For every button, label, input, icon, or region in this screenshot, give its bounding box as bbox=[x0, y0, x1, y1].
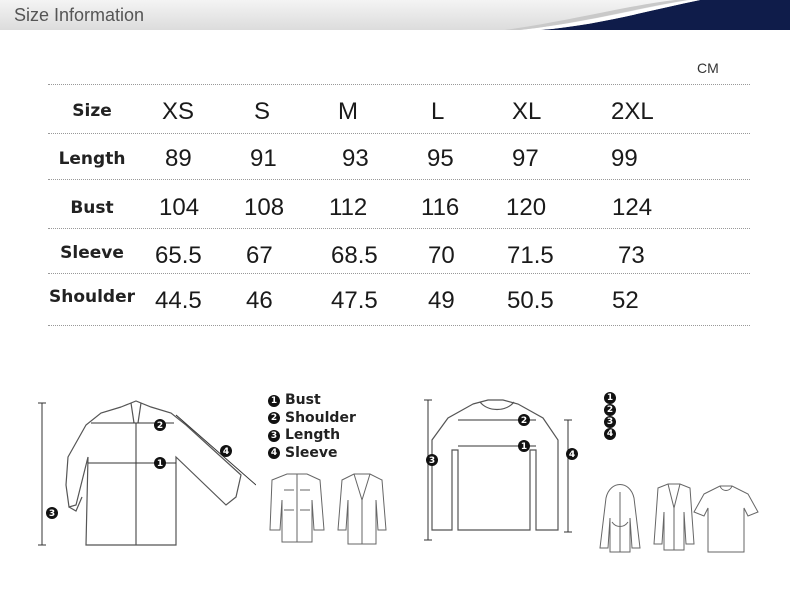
table-rule bbox=[48, 179, 750, 180]
table-cell: 73 bbox=[618, 242, 645, 269]
table-cell: 97 bbox=[512, 145, 539, 172]
legend-label: Sleeve bbox=[285, 444, 338, 461]
marker-number: 1 bbox=[156, 459, 164, 469]
legend-number: 4 bbox=[604, 428, 616, 440]
legend-item bbox=[268, 392, 356, 410]
table-cell: 50.5 bbox=[507, 287, 554, 314]
marker-number: 1 bbox=[520, 442, 528, 452]
page-header bbox=[0, 0, 790, 30]
table-cell: 116 bbox=[421, 194, 460, 221]
table-cell: 112 bbox=[329, 194, 368, 221]
row-label-length: Length bbox=[58, 149, 126, 169]
legend-item bbox=[268, 427, 356, 445]
table-cell: 65.5 bbox=[155, 242, 202, 269]
legend-number: 3 bbox=[604, 416, 616, 428]
size-header-cell: M bbox=[338, 98, 358, 125]
marker-number: 2 bbox=[520, 416, 528, 426]
marker-number: 3 bbox=[428, 456, 436, 466]
table-rule bbox=[48, 84, 750, 85]
table-cell: 104 bbox=[159, 194, 200, 221]
legend-label: Length bbox=[285, 427, 341, 443]
legend-number: 2 bbox=[604, 404, 616, 416]
legend-label: Bust bbox=[285, 392, 321, 408]
table-cell: 47.5 bbox=[331, 287, 378, 314]
legend-number: 1 bbox=[604, 392, 616, 404]
legend-number: 4 bbox=[268, 447, 280, 459]
table-rule bbox=[48, 273, 750, 274]
garment-illustrations bbox=[596, 478, 766, 558]
table-cell: 99 bbox=[611, 145, 638, 172]
size-header-label: Size bbox=[72, 101, 112, 121]
row-label-shoulder: Shoulder bbox=[48, 287, 136, 307]
measurement-legend-numbers bbox=[604, 392, 616, 440]
table-rule bbox=[48, 325, 750, 326]
table-cell: 91 bbox=[250, 145, 277, 172]
table-cell: 68.5 bbox=[331, 242, 378, 269]
table-cell: 95 bbox=[427, 145, 454, 172]
marker-number: 4 bbox=[568, 450, 576, 460]
table-cell: 46 bbox=[246, 287, 273, 314]
table-cell: 93 bbox=[342, 145, 369, 172]
table-cell: 71.5 bbox=[507, 242, 554, 269]
marker-badges bbox=[46, 419, 232, 519]
size-header-cell: XL bbox=[512, 98, 542, 125]
row-label-sleeve: Sleeve bbox=[60, 243, 124, 263]
table-cell: 67 bbox=[246, 242, 273, 269]
marker-number: 2 bbox=[156, 421, 164, 431]
size-header-cell: L bbox=[431, 98, 445, 125]
jacket-illustrations bbox=[262, 470, 392, 550]
size-header-cell: S bbox=[254, 98, 271, 125]
marker-number: 3 bbox=[48, 509, 56, 519]
table-rule bbox=[48, 228, 750, 229]
row-label-bust: Bust bbox=[70, 198, 114, 218]
legend-item bbox=[268, 445, 356, 463]
legend-number: 3 bbox=[268, 430, 280, 442]
sweater-measurement-diagram bbox=[418, 390, 588, 550]
size-header-cell: 2XL bbox=[611, 98, 654, 125]
table-cell: 44.5 bbox=[155, 287, 202, 314]
table-cell: 120 bbox=[506, 194, 547, 221]
page-title: Size Information bbox=[14, 5, 145, 25]
marker-badges bbox=[426, 414, 578, 466]
table-rule bbox=[48, 133, 750, 134]
table-cell: 49 bbox=[428, 287, 455, 314]
legend-label: Shoulder bbox=[285, 409, 356, 426]
legend-item bbox=[268, 410, 356, 428]
table-cell: 108 bbox=[244, 194, 285, 221]
unit-label: CM bbox=[697, 60, 719, 76]
size-header-cell: XS bbox=[162, 98, 195, 125]
table-cell: 124 bbox=[612, 194, 653, 221]
legend-number: 2 bbox=[268, 412, 280, 424]
table-cell: 70 bbox=[428, 242, 455, 269]
table-cell: 89 bbox=[165, 145, 192, 172]
measurement-legend bbox=[268, 392, 356, 462]
marker-number: 4 bbox=[222, 447, 230, 457]
shirt-measurement-diagram bbox=[36, 395, 256, 555]
table-cell: 52 bbox=[612, 287, 639, 314]
legend-number: 1 bbox=[268, 395, 280, 407]
